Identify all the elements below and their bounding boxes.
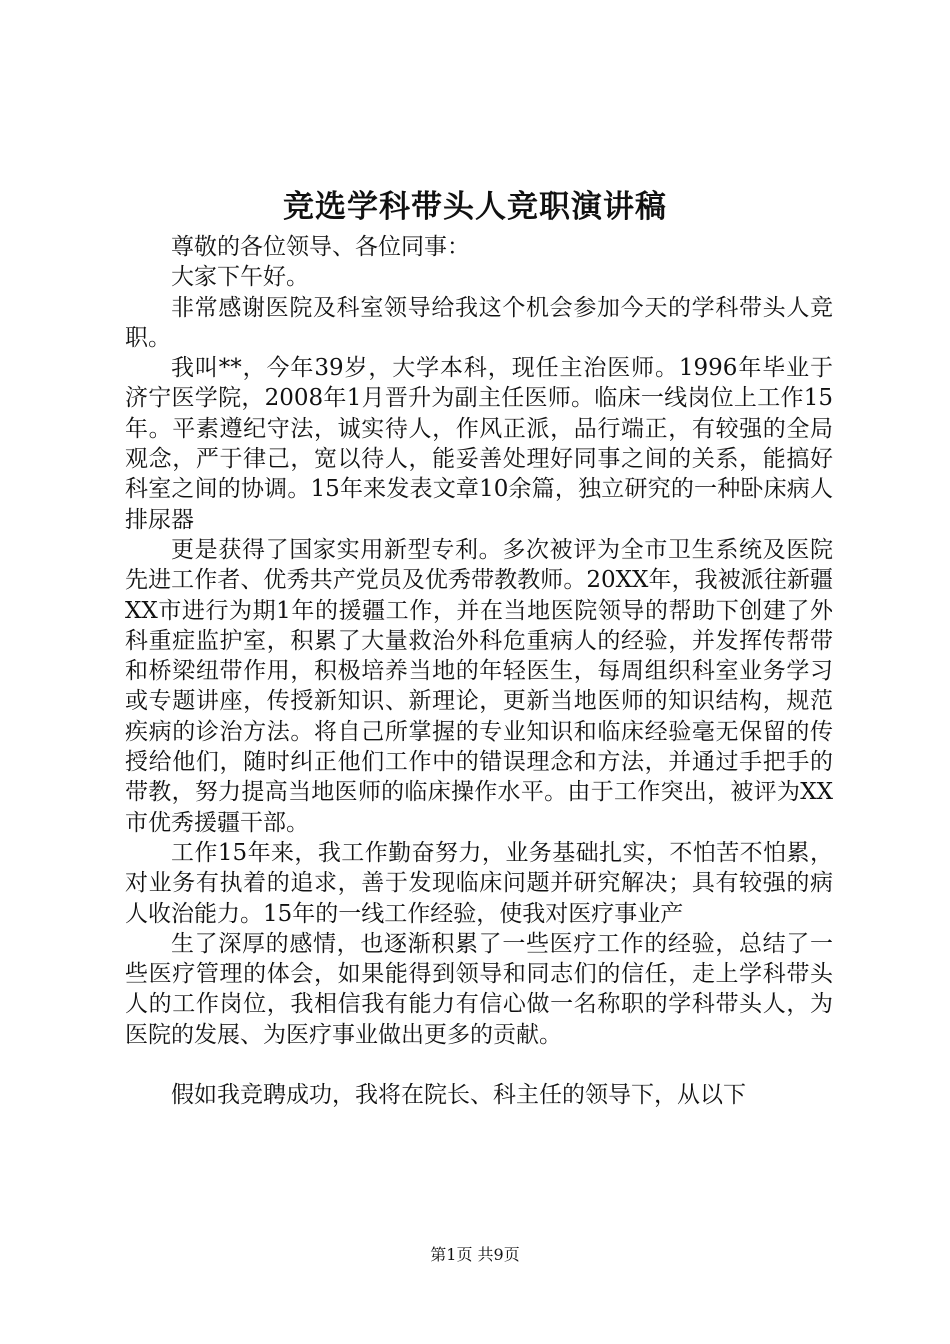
salutation-paragraph: 尊敬的各位领导、各位同事： <box>171 234 470 260</box>
introduction-paragraph: 我叫**，今年39岁，大学本科，现任主治医师。1996年毕业于济宁医学院，2008年1月晋升为副主任医师。临床一线岗位上工作15年。平素遵纪守法，诚实待人，作风正派，品行端正，有较强的全局观念，严于律己，宽以待人，能妥善处理好同事之间的关系，能搞好科室之间的协调。15年来发表文章10余篇，独立研究的一种卧床病人排尿器 <box>125 355 833 533</box>
commitment-paragraph: 生了深厚的感情，也逐渐积累了一些医疗工作的经验，总结了一些医疗管理的体会，如果能得到领导和同志们的信任，走上学科带头人的工作岗位，我相信我有能力有信心做一名称职的学科带头人，为医院的发展、为医疗事业做出更多的贡献。 <box>125 930 833 1048</box>
page-number-footer: 第1页 共9页 <box>430 1245 520 1264</box>
work-experience-paragraph: 工作15年来，我工作勤奋努力，业务基础扎实，不怕苦不怕累，对业务有执着的追求，善于发现临床问题并研究解决；具有较强的病人收治能力。15年的一线工作经验，使我对医疗事业产 <box>125 839 833 927</box>
achievements-paragraph: 更是获得了国家实用新型专利。多次被评为全市卫生系统及医院先进工作者、优秀共产党员及优秀带教教师。20XX年，我被派往新疆XX市进行为期1年的援疆工作，并在当地医院领导的帮助下创建了外科重症监护室，积累了大量救治外科危重病人的经验，并发挥传帮带和桥梁纽带作用，积极培养当地的年轻医生，每周组织科室业务学习或专题讲座，传授新知识、新理论，更新当地医师的知识结构，规范疾病的诊治方法。将自己所掌握的专业知识和临床经验毫无保留的传授给他们，随时纠正他们工作中的错误理念和方法，并通过手把手的带教，努力提高当地医师的临床操作水平。由于工作突出，被评为XX市优秀援疆干部。 <box>125 536 833 836</box>
plan-paragraph: 假如我竞聘成功，我将在院长、科主任的领导下，从以下 <box>171 1082 746 1109</box>
thanks-paragraph: 非常感谢医院及科室领导给我这个机会参加今天的学科带头人竞职。 <box>125 294 833 351</box>
document-title: 竞选学科带头人竞职演讲稿 <box>283 189 667 225</box>
document-body <box>125 232 833 1110</box>
greeting-paragraph: 大家下午好。 <box>171 264 309 291</box>
